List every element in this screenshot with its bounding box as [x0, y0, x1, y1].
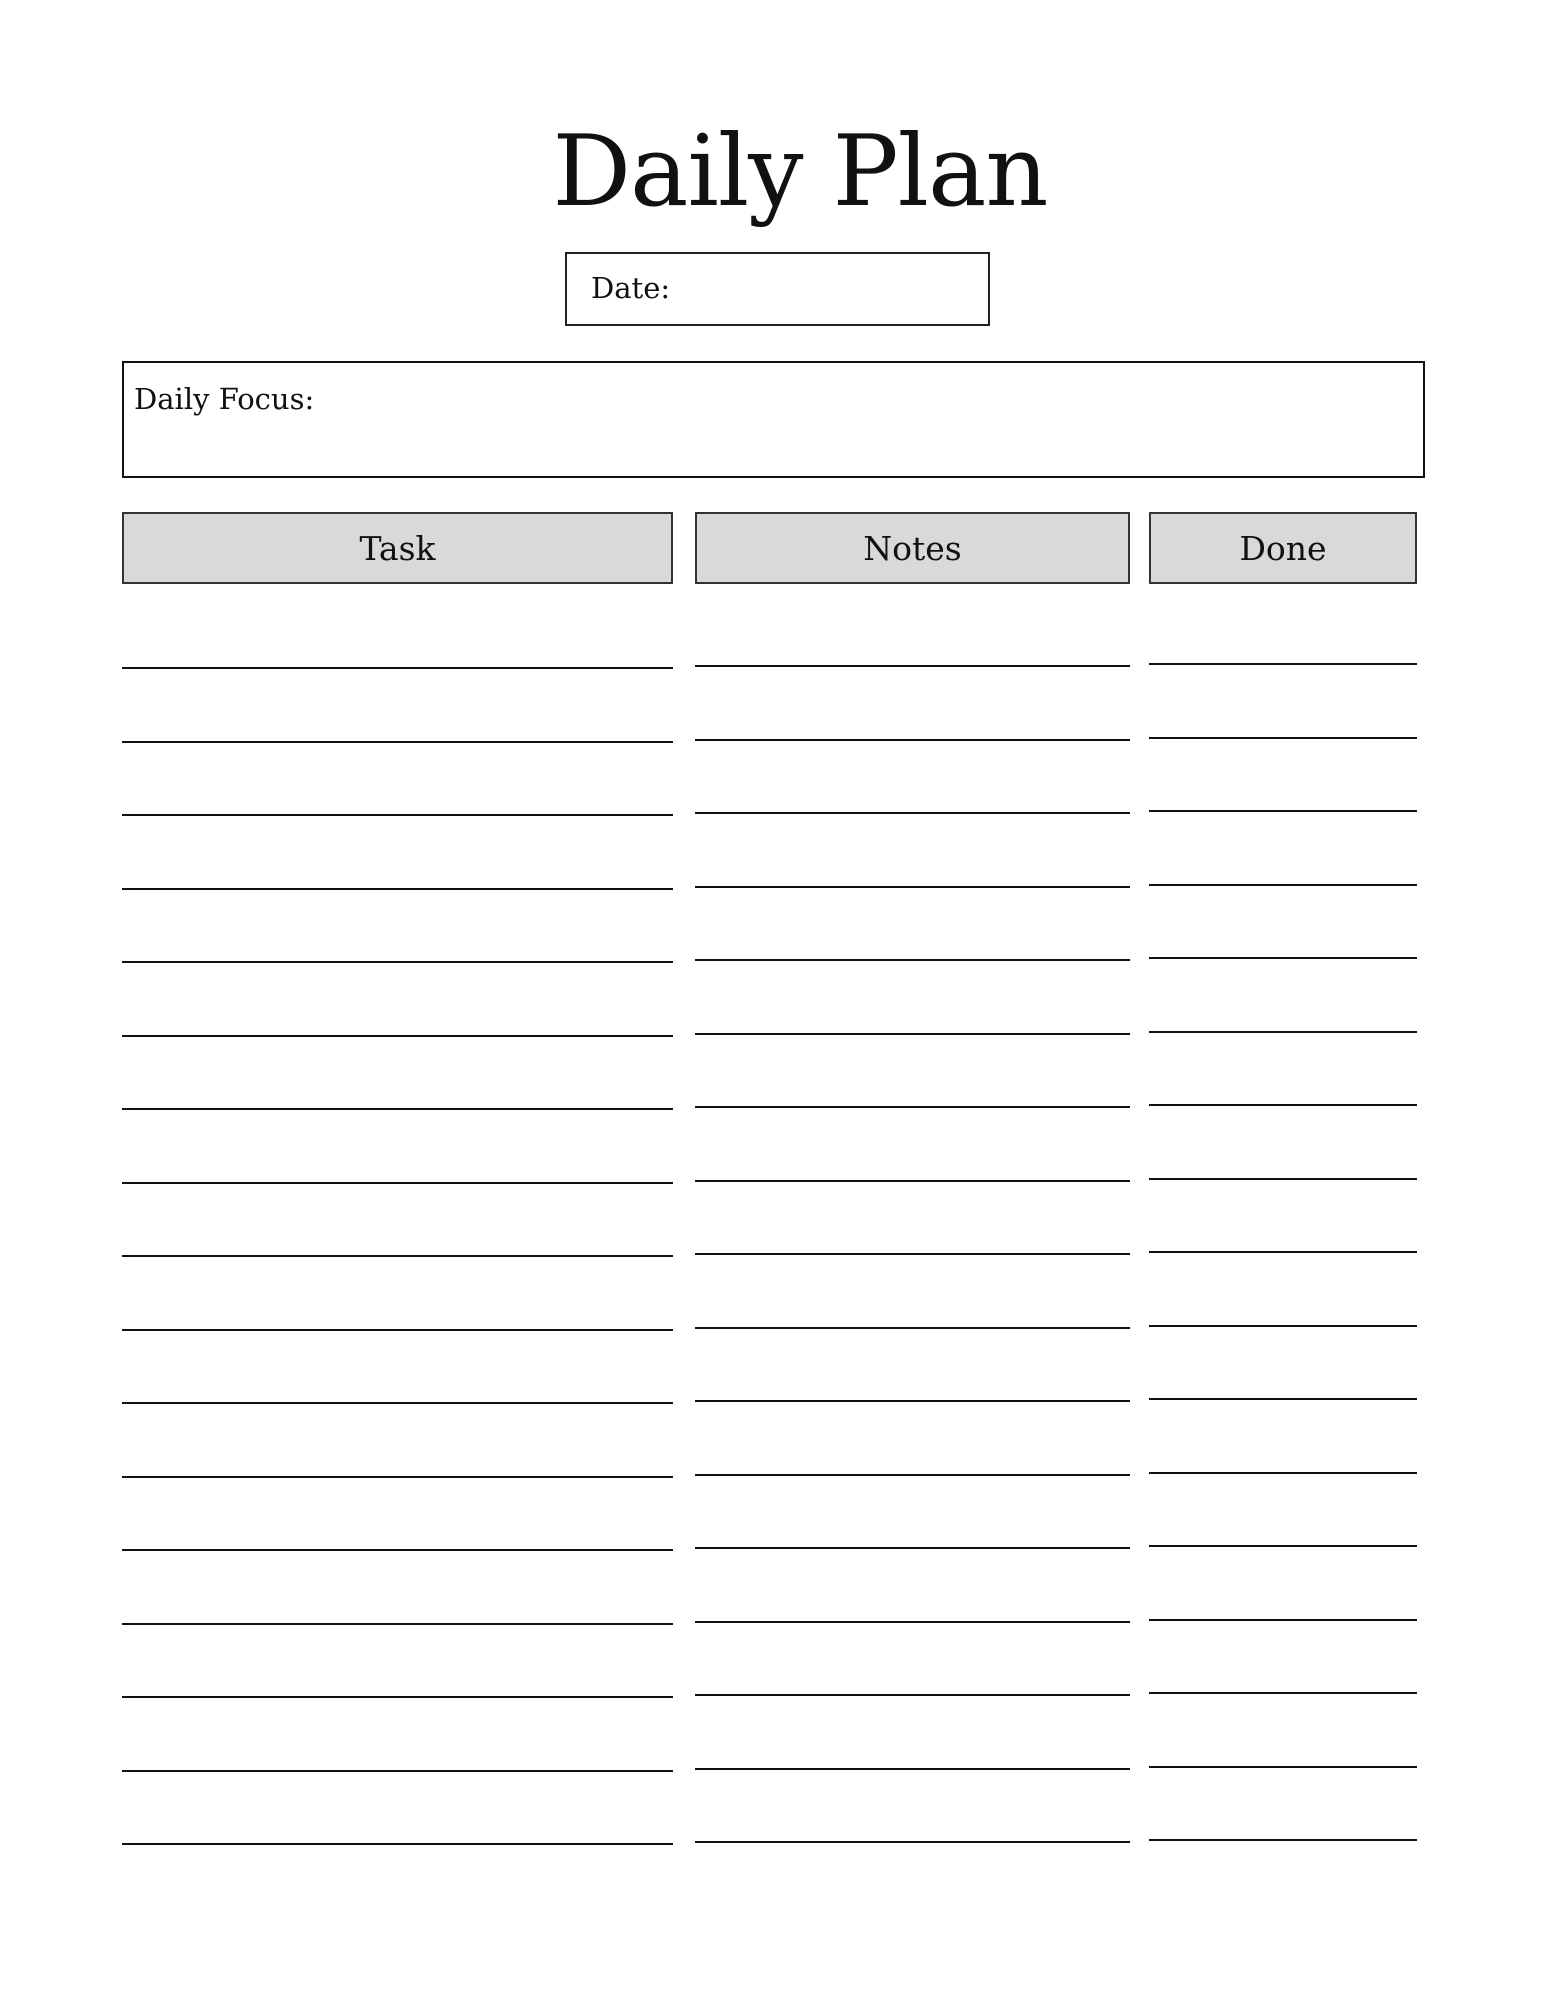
task-line-9[interactable] — [122, 1255, 673, 1257]
notes-line-11[interactable] — [695, 1400, 1130, 1402]
notes-line-17[interactable] — [695, 1841, 1130, 1843]
task-line-2[interactable] — [122, 741, 673, 743]
notes-line-13[interactable] — [695, 1547, 1130, 1549]
task-line-14[interactable] — [122, 1623, 673, 1625]
task-line-12[interactable] — [122, 1476, 673, 1478]
notes-line-7[interactable] — [695, 1106, 1130, 1108]
done-line-14[interactable] — [1149, 1619, 1417, 1621]
notes-line-15[interactable] — [695, 1694, 1130, 1696]
done-line-13[interactable] — [1149, 1545, 1417, 1547]
column-header-task — [122, 512, 673, 584]
column-header-done-label: Done — [1239, 528, 1327, 568]
task-line-16[interactable] — [122, 1770, 673, 1772]
column-header-notes — [695, 512, 1130, 584]
task-line-3[interactable] — [122, 814, 673, 816]
done-line-3[interactable] — [1149, 810, 1417, 812]
done-line-7[interactable] — [1149, 1104, 1417, 1106]
task-line-5[interactable] — [122, 961, 673, 963]
done-line-12[interactable] — [1149, 1472, 1417, 1474]
task-line-11[interactable] — [122, 1402, 673, 1404]
notes-line-4[interactable] — [695, 886, 1130, 888]
done-line-16[interactable] — [1149, 1766, 1417, 1768]
notes-line-1[interactable] — [695, 665, 1130, 667]
column-header-task-label: Task — [359, 528, 436, 568]
done-line-15[interactable] — [1149, 1692, 1417, 1694]
task-line-1[interactable] — [122, 667, 673, 669]
done-line-8[interactable] — [1149, 1178, 1417, 1180]
notes-line-5[interactable] — [695, 959, 1130, 961]
page-title: Daily Plan — [552, 115, 1048, 229]
column-header-done — [1149, 512, 1417, 584]
task-line-15[interactable] — [122, 1696, 673, 1698]
task-line-8[interactable] — [122, 1182, 673, 1184]
notes-line-8[interactable] — [695, 1180, 1130, 1182]
done-line-10[interactable] — [1149, 1325, 1417, 1327]
task-line-7[interactable] — [122, 1108, 673, 1110]
done-line-17[interactable] — [1149, 1839, 1417, 1841]
notes-line-3[interactable] — [695, 812, 1130, 814]
done-line-11[interactable] — [1149, 1398, 1417, 1400]
done-line-2[interactable] — [1149, 737, 1417, 739]
task-line-6[interactable] — [122, 1035, 673, 1037]
notes-line-9[interactable] — [695, 1253, 1130, 1255]
notes-line-2[interactable] — [695, 739, 1130, 741]
task-line-13[interactable] — [122, 1549, 673, 1551]
done-line-4[interactable] — [1149, 884, 1417, 886]
done-line-9[interactable] — [1149, 1251, 1417, 1253]
notes-line-14[interactable] — [695, 1621, 1130, 1623]
done-line-5[interactable] — [1149, 957, 1417, 959]
notes-line-16[interactable] — [695, 1768, 1130, 1770]
date-label: Date: — [591, 271, 671, 305]
date-field[interactable] — [565, 252, 990, 326]
task-line-10[interactable] — [122, 1329, 673, 1331]
daily-focus-label: Daily Focus: — [134, 382, 315, 416]
column-header-notes-label: Notes — [863, 528, 962, 568]
task-line-17[interactable] — [122, 1843, 673, 1845]
notes-line-6[interactable] — [695, 1033, 1130, 1035]
done-line-6[interactable] — [1149, 1031, 1417, 1033]
notes-line-10[interactable] — [695, 1327, 1130, 1329]
done-line-1[interactable] — [1149, 663, 1417, 665]
task-line-4[interactable] — [122, 888, 673, 890]
daily-focus-field[interactable] — [122, 361, 1425, 478]
notes-line-12[interactable] — [695, 1474, 1130, 1476]
